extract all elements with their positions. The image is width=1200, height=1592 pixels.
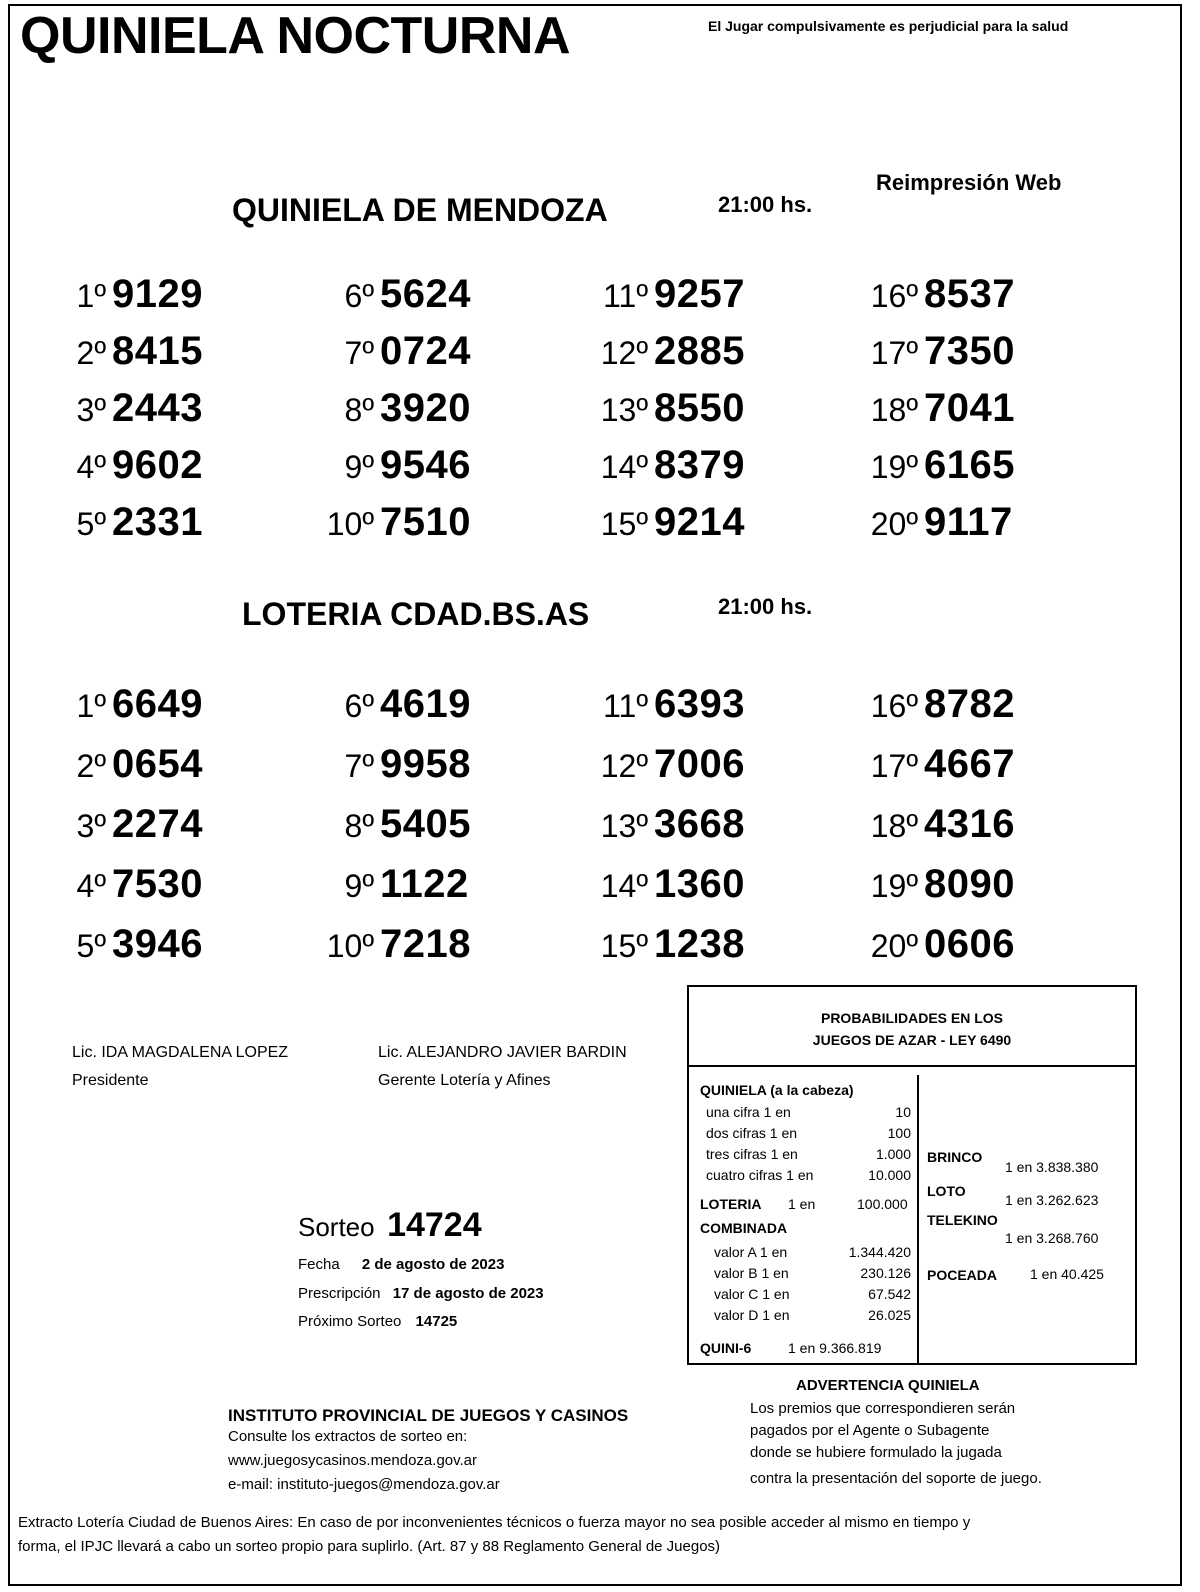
combinada-row-value: 67.542 bbox=[868, 1286, 911, 1302]
result-number: 7510 bbox=[380, 500, 471, 544]
health-warning: El Jugar compulsivamente es perjudicial para la salud bbox=[708, 18, 1069, 34]
result-position: 6º bbox=[344, 278, 374, 314]
result-number: 9117 bbox=[924, 500, 1013, 544]
result-position: 9º bbox=[344, 449, 374, 485]
bsas-result-6 bbox=[314, 682, 471, 727]
bsas-result-16 bbox=[858, 682, 1015, 727]
result-position: 19º bbox=[870, 868, 918, 904]
prescripcion-label: Prescripción bbox=[298, 1285, 381, 1302]
result-number: 8379 bbox=[654, 443, 745, 487]
quiniela-header: QUINIELA (a la cabeza) bbox=[700, 1082, 854, 1098]
combinada-row-label: valor D 1 en bbox=[714, 1307, 790, 1323]
result-position: 12º bbox=[600, 335, 648, 371]
result-number: 8415 bbox=[112, 329, 203, 373]
result-position: 18º bbox=[870, 392, 918, 428]
mendoza-result-1 bbox=[46, 272, 203, 317]
result-number: 2331 bbox=[112, 500, 203, 544]
result-number: 4667 bbox=[924, 742, 1015, 786]
result-number: 9129 bbox=[112, 272, 203, 316]
quiniela-row-value: 10 bbox=[895, 1104, 911, 1120]
mendoza-title: QUINIELA DE MENDOZA bbox=[232, 192, 608, 228]
bsas-result-13 bbox=[588, 802, 745, 847]
bsas-result-8 bbox=[314, 802, 471, 847]
institute-email: e-mail: instituto-juegos@mendoza.gov.ar bbox=[228, 1476, 500, 1493]
result-number: 0654 bbox=[112, 742, 203, 786]
result-number: 5405 bbox=[380, 802, 471, 846]
institute-name: INSTITUTO PROVINCIAL DE JUEGOS Y CASINOS bbox=[228, 1406, 629, 1425]
result-number: 4619 bbox=[380, 682, 471, 726]
mendoza-result-5 bbox=[46, 500, 203, 545]
probabilities-divider bbox=[917, 1075, 919, 1365]
result-position: 17º bbox=[870, 335, 918, 371]
quiniela-row-value: 10.000 bbox=[868, 1167, 911, 1183]
quini6-value: 1 en 9.366.819 bbox=[788, 1340, 882, 1356]
combinada-row-label: valor B 1 en bbox=[714, 1265, 789, 1281]
mendoza-result-3 bbox=[46, 386, 203, 431]
bsas-result-4 bbox=[46, 862, 203, 907]
result-number: 2885 bbox=[654, 329, 745, 373]
poceada-value: 1 en 40.425 bbox=[1030, 1266, 1104, 1282]
mendoza-result-9 bbox=[314, 443, 471, 488]
quiniela-row-value: 1.000 bbox=[875, 1146, 911, 1162]
bsas-result-9 bbox=[314, 862, 469, 907]
probabilities-title-1: PROBABILIDADES EN LOS bbox=[820, 1010, 1003, 1026]
result-number: 6393 bbox=[654, 682, 745, 726]
bsas-result-17 bbox=[858, 742, 1015, 787]
result-number: 7350 bbox=[924, 329, 1015, 373]
result-position: 2º bbox=[76, 748, 106, 784]
result-position: 1º bbox=[76, 688, 106, 724]
mendoza-result-18 bbox=[858, 386, 1015, 431]
result-position: 16º bbox=[870, 688, 918, 724]
manager-name: Lic. ALEJANDRO JAVIER BARDIN bbox=[378, 1044, 627, 1061]
prescripcion-row bbox=[298, 1285, 544, 1302]
result-number: 1238 bbox=[654, 922, 745, 966]
result-position: 14º bbox=[600, 449, 648, 485]
telekino-label: TELEKINO bbox=[927, 1212, 998, 1228]
result-number: 3946 bbox=[112, 922, 203, 966]
result-position: 4º bbox=[76, 868, 106, 904]
result-position: 20º bbox=[870, 506, 918, 542]
bsas-result-1 bbox=[46, 682, 203, 727]
bsas-result-12 bbox=[588, 742, 745, 787]
bsas-result-2 bbox=[46, 742, 203, 787]
sorteo-label: Sorteo bbox=[298, 1212, 375, 1242]
mendoza-result-13 bbox=[588, 386, 745, 431]
loteria-mid: 1 en bbox=[788, 1196, 816, 1212]
bsas-result-20 bbox=[858, 922, 1015, 967]
result-position: 10º bbox=[326, 506, 374, 542]
result-position: 9º bbox=[344, 868, 374, 904]
result-position: 3º bbox=[76, 392, 106, 428]
sorteo-number: 14724 bbox=[387, 1206, 482, 1244]
manager-role: Gerente Lotería y Afines bbox=[378, 1072, 551, 1089]
reprint-label: Reimpresión Web bbox=[876, 170, 1062, 195]
result-number: 8782 bbox=[924, 682, 1015, 726]
quiniela-row-label: una cifra 1 en bbox=[706, 1104, 791, 1120]
mendoza-result-11 bbox=[588, 272, 745, 317]
loto-value: 1 en 3.262.623 bbox=[1005, 1192, 1099, 1208]
combinada-row-label: valor C 1 en bbox=[714, 1286, 790, 1302]
advertencia-line2: pagados por el Agente o Subagente bbox=[750, 1422, 990, 1439]
mendoza-result-12 bbox=[588, 329, 745, 374]
fecha-value: 2 de agosto de 2023 bbox=[361, 1256, 505, 1273]
result-number: 9214 bbox=[654, 500, 745, 544]
result-position: 13º bbox=[600, 392, 648, 428]
result-number: 6165 bbox=[924, 443, 1015, 487]
result-number: 3920 bbox=[380, 386, 471, 430]
result-number: 5624 bbox=[380, 272, 471, 316]
result-position: 5º bbox=[76, 506, 106, 542]
result-position: 8º bbox=[344, 392, 374, 428]
poceada-label: POCEADA bbox=[927, 1267, 998, 1283]
brinco-label: BRINCO bbox=[927, 1149, 983, 1165]
mendoza-result-19 bbox=[858, 443, 1015, 488]
bsas-result-7 bbox=[314, 742, 471, 787]
result-position: 7º bbox=[344, 748, 374, 784]
mendoza-result-8 bbox=[314, 386, 471, 431]
result-number: 8090 bbox=[924, 862, 1015, 906]
mendoza-result-15 bbox=[588, 500, 745, 545]
result-number: 9958 bbox=[380, 742, 471, 786]
result-position: 18º bbox=[870, 808, 918, 844]
result-number: 9257 bbox=[654, 272, 745, 316]
result-position: 11º bbox=[603, 688, 648, 724]
result-number: 7530 bbox=[112, 862, 203, 906]
fecha-row bbox=[298, 1256, 504, 1273]
loteria-label: LOTERIA bbox=[700, 1196, 762, 1212]
advertencia-line4: contra la presentación del soporte de juego. bbox=[750, 1470, 1042, 1487]
result-position: 7º bbox=[344, 335, 374, 371]
combinada-row-value: 230.126 bbox=[860, 1265, 911, 1281]
institute-consult: Consulte los extractos de sorteo en: bbox=[228, 1428, 468, 1445]
mendoza-result-20 bbox=[858, 500, 1013, 545]
result-number: 3668 bbox=[654, 802, 745, 846]
bsas-time: 21:00 hs. bbox=[718, 594, 813, 619]
mendoza-result-4 bbox=[46, 443, 203, 488]
result-number: 9602 bbox=[112, 443, 203, 487]
result-position: 13º bbox=[600, 808, 648, 844]
president-role: Presidente bbox=[72, 1072, 149, 1089]
page-title: QUINIELA NOCTURNA bbox=[20, 7, 570, 65]
result-number: 1360 bbox=[654, 862, 745, 906]
mendoza-result-14 bbox=[588, 443, 745, 488]
result-position: 12º bbox=[600, 748, 648, 784]
quiniela-row-label: tres cifras 1 en bbox=[706, 1146, 798, 1162]
result-position: 10º bbox=[326, 928, 374, 964]
result-position: 15º bbox=[600, 928, 648, 964]
footer-line-1: Extracto Lotería Ciudad de Buenos Aires: En caso de por inconvenientes técnicos o fuerza mayor no sea posible acceder al mismo en tiempo y bbox=[18, 1514, 971, 1531]
result-position: 2º bbox=[76, 335, 106, 371]
result-position: 3º bbox=[76, 808, 106, 844]
result-number: 7006 bbox=[654, 742, 745, 786]
result-number: 8537 bbox=[924, 272, 1015, 316]
result-position: 17º bbox=[870, 748, 918, 784]
result-position: 5º bbox=[76, 928, 106, 964]
proximo-label: Próximo Sorteo bbox=[298, 1313, 402, 1330]
result-position: 4º bbox=[76, 449, 106, 485]
bsas-title: LOTERIA CDAD.BS.AS bbox=[242, 596, 590, 632]
prescripcion-value: 17 de agosto de 2023 bbox=[392, 1285, 544, 1302]
advertencia-line1: Los premios que correspondieren serán bbox=[750, 1400, 1016, 1417]
loto-label: LOTO bbox=[927, 1183, 966, 1199]
result-position: 8º bbox=[344, 808, 374, 844]
mendoza-result-2 bbox=[46, 329, 203, 374]
sorteo-block bbox=[298, 1206, 482, 1245]
bsas-result-14 bbox=[588, 862, 745, 907]
result-position: 1º bbox=[76, 278, 106, 314]
quiniela-row-value: 100 bbox=[887, 1125, 911, 1141]
proximo-value: 14725 bbox=[415, 1313, 458, 1330]
combinada-row-value: 26.025 bbox=[868, 1307, 911, 1323]
bsas-result-10 bbox=[314, 922, 471, 967]
result-number: 0724 bbox=[380, 329, 471, 373]
footer-line-2: forma, el IPJC llevará a cabo un sorteo propio para suplirlo. (Art. 87 y 88 Reglamento General de Juegos) bbox=[18, 1538, 721, 1555]
result-position: 14º bbox=[600, 868, 648, 904]
mendoza-result-6 bbox=[314, 272, 471, 317]
result-number: 7041 bbox=[924, 386, 1015, 430]
combinada-row-label: valor A 1 en bbox=[714, 1244, 788, 1260]
advertencia-title: ADVERTENCIA QUINIELA bbox=[796, 1377, 980, 1394]
bsas-result-11 bbox=[588, 682, 745, 727]
probabilities-title-2: JUEGOS DE AZAR - LEY 6490 bbox=[812, 1032, 1012, 1048]
proximo-row bbox=[298, 1313, 457, 1330]
loteria-value: 100.000 bbox=[857, 1196, 908, 1212]
mendoza-time: 21:00 hs. bbox=[718, 192, 813, 217]
result-number: 9546 bbox=[380, 443, 471, 487]
result-position: 6º bbox=[344, 688, 374, 724]
bsas-result-19 bbox=[858, 862, 1015, 907]
mendoza-result-7 bbox=[314, 329, 471, 374]
advertencia-line3: donde se hubiere formulado la jugada bbox=[750, 1444, 1002, 1461]
president-name: Lic. IDA MAGDALENA LOPEZ bbox=[72, 1044, 289, 1061]
result-position: 15º bbox=[600, 506, 648, 542]
result-number: 0606 bbox=[924, 922, 1015, 966]
probabilities-header-box bbox=[687, 985, 1137, 1065]
fecha-label: Fecha bbox=[298, 1256, 340, 1273]
bsas-result-3 bbox=[46, 802, 203, 847]
result-number: 7218 bbox=[380, 922, 471, 966]
bsas-result-18 bbox=[858, 802, 1015, 847]
brinco-value: 1 en 3.838.380 bbox=[1005, 1159, 1099, 1175]
mendoza-result-16 bbox=[858, 272, 1015, 317]
result-number: 1122 bbox=[380, 862, 469, 906]
result-number: 8550 bbox=[654, 386, 745, 430]
combinada-row-value: 1.344.420 bbox=[848, 1244, 911, 1260]
institute-website: www.juegosycasinos.mendoza.gov.ar bbox=[228, 1452, 478, 1469]
result-number: 2274 bbox=[112, 802, 203, 846]
result-position: 19º bbox=[870, 449, 918, 485]
result-number: 2443 bbox=[112, 386, 203, 430]
result-position: 16º bbox=[870, 278, 918, 314]
result-position: 11º bbox=[603, 278, 648, 314]
bsas-result-5 bbox=[46, 922, 203, 967]
quini6-label: QUINI-6 bbox=[700, 1340, 752, 1356]
quiniela-row-label: cuatro cifras 1 en bbox=[706, 1167, 814, 1183]
quiniela-row-label: dos cifras 1 en bbox=[706, 1125, 798, 1141]
mendoza-result-17 bbox=[858, 329, 1015, 374]
telekino-value: 1 en 3.268.760 bbox=[1005, 1230, 1099, 1246]
bsas-result-15 bbox=[588, 922, 745, 967]
combinada-label: COMBINADA bbox=[700, 1220, 788, 1236]
result-position: 20º bbox=[870, 928, 918, 964]
mendoza-result-10 bbox=[314, 500, 471, 545]
result-number: 6649 bbox=[112, 682, 203, 726]
result-number: 4316 bbox=[924, 802, 1015, 846]
